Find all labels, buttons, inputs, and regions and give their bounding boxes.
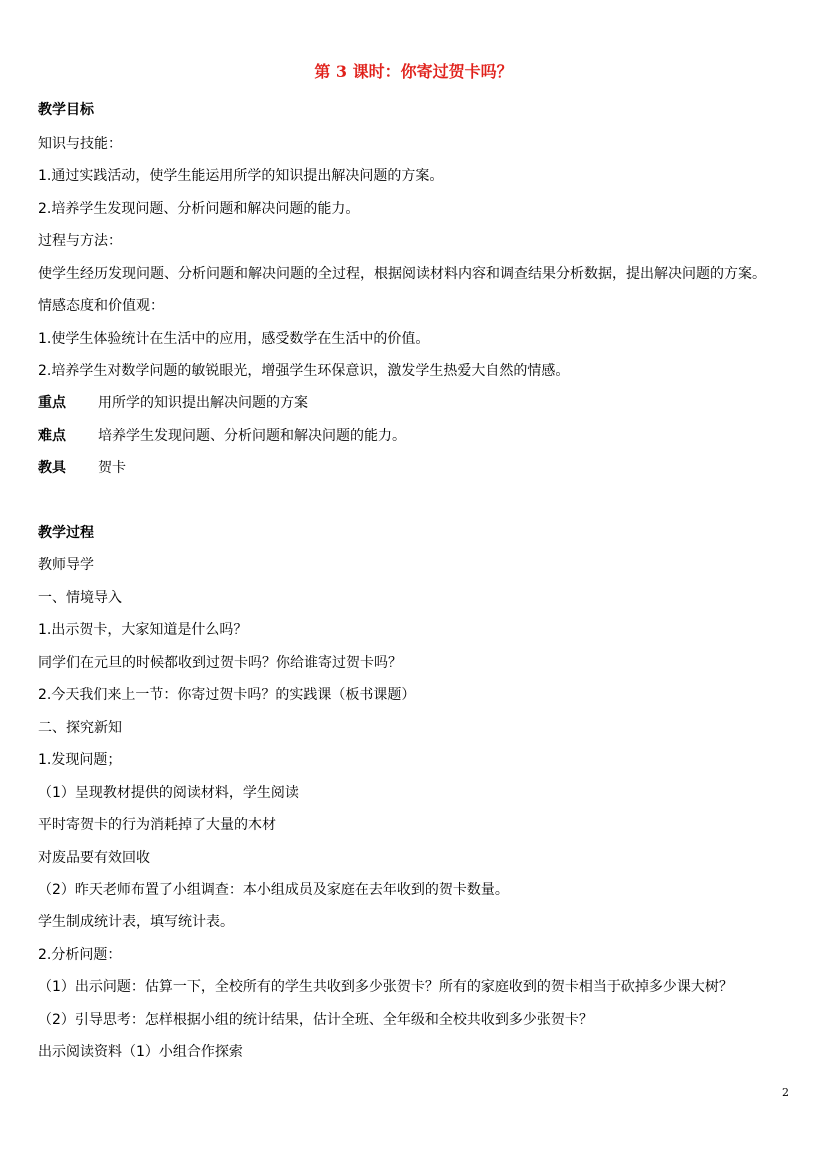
process-line: （2）引导思考：怎样根据小组的统计结果，估计全班、全年级和全校共收到多少张贺卡？ (38, 1012, 593, 1028)
knowledge-label: 知识与技能： (38, 136, 122, 152)
emotion-label: 情感态度和价值观： (38, 298, 164, 314)
process-line: （1）呈现教材提供的阅读材料，学生阅读 (38, 785, 299, 801)
lesson-title: 第 3 课时：你寄过贺卡吗？ (314, 62, 513, 81)
process-line: 出示阅读资料（1）小组合作探索 (38, 1044, 243, 1060)
process-text: 使学生经历发现问题、分析问题和解决问题的全过程，根据阅读材料内容和调查结果分析数据，提出解决问题的方案。 (38, 266, 766, 282)
page-number: 2 (782, 1086, 789, 1099)
process-heading: 教学过程 (38, 525, 94, 541)
process-line: 同学们在元旦的时候都收到过贺卡吗？你给谁寄过贺卡吗？ (38, 655, 402, 671)
process-line: 学生制成统计表，填写统计表。 (38, 914, 234, 930)
key-point-row (38, 394, 308, 412)
emotion-item-2: 2.培养学生对数学问题的敏锐眼光，增强学生环保意识，激发学生热爱大自然的情感。 (38, 363, 570, 379)
process-line: 对废品要有效回收 (38, 850, 150, 866)
difficulty-label: 难点 (38, 428, 66, 444)
process-label: 过程与方法： (38, 233, 122, 249)
key-point-label: 重点 (38, 395, 66, 411)
process-line: 教师导学 (38, 557, 94, 573)
process-line: 1.发现问题； (38, 752, 122, 768)
knowledge-item-2: 2.培养学生发现问题、分析问题和解决问题的能力。 (38, 201, 360, 217)
process-line: 一、情境导入 (38, 590, 122, 606)
materials-row (38, 459, 126, 477)
process-line: （1）出示问题：估算一下，全校所有的学生共收到多少张贺卡？所有的家庭收到的贺卡相当于砍掉多少课大树？ (38, 979, 733, 995)
key-point-text: 用所学的知识提出解决问题的方案 (98, 395, 308, 411)
materials-text: 贺卡 (98, 460, 126, 476)
process-line: 2.分析问题： (38, 947, 122, 963)
difficulty-row (38, 427, 406, 445)
emotion-item-1: 1.使学生体验统计在生活中的应用，感受数学在生活中的价值。 (38, 331, 430, 347)
knowledge-item-1: 1.通过实践活动，使学生能运用所学的知识提出解决问题的方案。 (38, 168, 444, 184)
process-line: 1.出示贺卡，大家知道是什么吗？ (38, 622, 248, 638)
process-line: 平时寄贺卡的行为消耗掉了大量的木材 (38, 817, 276, 833)
objectives-heading: 教学目标 (38, 102, 94, 118)
difficulty-text: 培养学生发现问题、分析问题和解决问题的能力。 (98, 428, 406, 444)
process-line: （2）昨天老师布置了小组调查：本小组成员及家庭在去年收到的贺卡数量。 (38, 882, 509, 898)
materials-label: 教具 (38, 460, 66, 476)
process-line: 二、探究新知 (38, 720, 122, 736)
process-line: 2.今天我们来上一节：你寄过贺卡吗？的实践课（板书课题） (38, 687, 416, 703)
